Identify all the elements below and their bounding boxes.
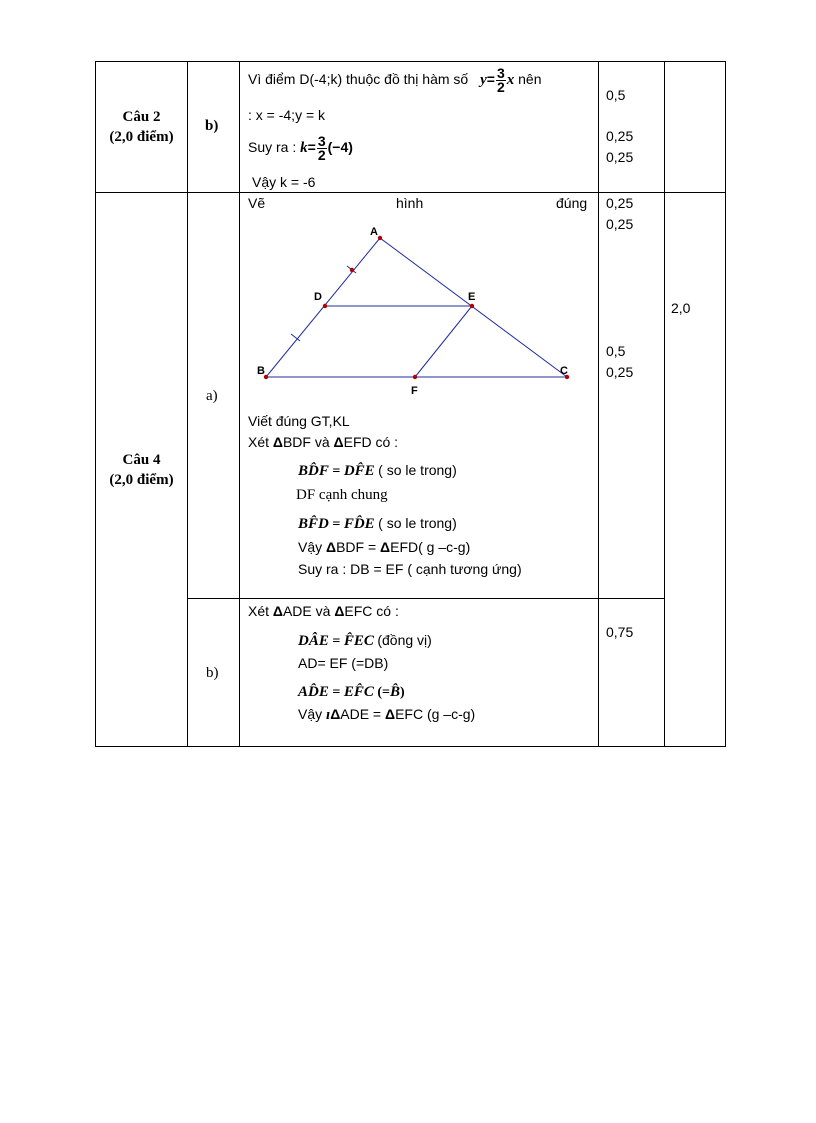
point-A	[378, 236, 382, 240]
segment-AB	[266, 238, 380, 377]
cau2-fraction-2	[317, 132, 327, 163]
cau2-label: Câu 2	[122, 109, 161, 125]
row-divider-1	[95, 192, 726, 193]
cau2-line3	[248, 132, 353, 163]
cau4a-and: và	[314, 434, 330, 450]
triangle-symbol-1: Δ	[272, 434, 283, 450]
cau4a-eq1-lhs: BD̂F	[298, 463, 329, 479]
cau2-y-var: y	[480, 72, 487, 88]
cau4b-eq2-rhs: EF̂C	[343, 684, 374, 700]
cau2-line3-pre: Suy ra :	[248, 139, 297, 155]
triangle-symbol-5: Δ	[272, 603, 283, 619]
cau2-line1-pre: Vì điểm D(-4;k) thuộc đồ thị hàm số	[248, 71, 469, 87]
cau2-eq-sign: =	[486, 71, 495, 87]
label-B: B	[257, 365, 265, 377]
cau4b-and: và	[315, 603, 331, 619]
cau4a-eq2-note: ( so le trong)	[378, 515, 457, 531]
cau4b-conclude-pre: Vậy	[298, 706, 323, 722]
cau4a-eq1-note: ( so le trong)	[378, 462, 457, 478]
cau4a-consider-line	[248, 434, 398, 450]
cau4a-eq2-lhs: BF̂D	[298, 516, 329, 532]
cau4a-conclude	[298, 539, 470, 555]
cau2-frac2-num: 3	[317, 132, 326, 149]
cau4b-eq2-B: B̂	[390, 684, 401, 700]
cau4a-common: DF cạnh chung	[296, 487, 388, 503]
point-E	[470, 304, 474, 308]
cau2-line4: Vậy k = -6	[252, 174, 316, 190]
label-D: D	[314, 291, 322, 303]
cau2-score-3: 0,25	[606, 149, 634, 165]
cau4a-tri2: EFD	[343, 434, 372, 450]
cau2-line1	[248, 64, 542, 95]
cau4a-result: Suy ra : DB = EF ( cạnh tương ứng)	[298, 561, 522, 577]
cau4a-consider-pre: Xét	[248, 434, 270, 450]
cau4-label-cell	[95, 450, 188, 490]
cau4-points: (2,0 điểm)	[109, 472, 174, 488]
cau4-part-b: b)	[206, 665, 219, 681]
label-A: A	[370, 226, 378, 238]
table-border-right	[725, 61, 726, 747]
cau4b-tri1: ADE	[282, 603, 312, 619]
cau2-frac-den: 2	[496, 78, 505, 95]
cau4a-score-2: 0,25	[606, 216, 634, 232]
cau2-label-cell	[95, 107, 188, 147]
table-border-top	[95, 61, 726, 62]
label-F: F	[411, 385, 418, 397]
cau2-score-2: 0,25	[606, 128, 634, 144]
cau2-fraction	[496, 64, 506, 95]
cau4-part-a: a)	[206, 388, 218, 404]
cau4b-consider-line	[248, 603, 399, 619]
cau2-part-b: b)	[205, 118, 219, 134]
cau4a-has: có :	[375, 434, 399, 450]
cau4b-eq2: AD̂E = EF̂C (=B̂)	[298, 684, 405, 700]
draw-word-1: Vẽ	[248, 195, 266, 211]
point-F	[413, 375, 417, 379]
cau2-k-var: k	[300, 140, 308, 156]
cau4b-eq2-lhs: AD̂E	[298, 684, 329, 700]
cau4a-conclude-tri1: BDF =	[336, 539, 377, 555]
cau2-points: (2,0 điểm)	[109, 129, 174, 145]
cau4b-tri2: EFC	[344, 603, 373, 619]
gtkl-line: Viết đúng GT,KL	[248, 413, 350, 429]
cau4b-consider-pre: Xét	[248, 603, 270, 619]
cau4b-conclude-tri1: ADE =	[340, 706, 382, 722]
cau4-total-score: 2,0	[671, 300, 691, 316]
table-border-left	[95, 61, 96, 747]
cau4a-score-3: 0,5	[606, 343, 626, 359]
cau4b-eq1-rhs: F̂EC	[343, 633, 374, 649]
segment-EF	[415, 306, 472, 377]
cau4b-has: có :	[376, 603, 399, 619]
column-divider-3	[598, 61, 599, 747]
column-divider-4	[664, 61, 665, 747]
table-border-bottom	[95, 746, 726, 747]
column-divider-1	[187, 61, 188, 747]
cau4b-conclude-mark: ı	[326, 707, 331, 723]
cau2-score-1: 0,5	[606, 87, 626, 103]
cau4b-eq2-close: )	[400, 685, 405, 700]
triangle-symbol-6: Δ	[334, 603, 345, 619]
cau2-frac2-den: 2	[317, 146, 326, 163]
cau4a-eq1: BD̂F = DF̂E ( so le trong)	[298, 462, 457, 479]
cau4a-tri1: BDF	[282, 434, 311, 450]
cau4b-eq2-eq: =	[382, 685, 390, 700]
row-divider-2	[187, 598, 665, 599]
cau4b-line2: AD= EF (=DB)	[298, 655, 389, 671]
triangle-symbol-3: Δ	[326, 539, 337, 555]
cau4a-eq1-rhs: DF̂E	[343, 463, 375, 479]
cau2-line2: : x = -4;y = k	[248, 107, 326, 123]
draw-word-2: hình	[396, 195, 424, 211]
triangle-symbol-8: Δ	[385, 706, 396, 722]
cau4b-eq1-lhs: DÂE	[298, 633, 329, 649]
triangle-symbol-4: Δ	[380, 539, 391, 555]
cau4b-score-1: 0,75	[606, 624, 634, 640]
point-mid-AD	[350, 268, 354, 272]
label-E: E	[468, 291, 476, 303]
cau2-x-var: x	[506, 72, 515, 88]
triangle-figure	[250, 222, 580, 400]
cau4a-score-1: 0,25	[606, 195, 634, 211]
cau4b-conclude	[298, 706, 475, 723]
cau4a-eq2-rhs: FD̂E	[343, 516, 375, 532]
cau2-eq-sign-2: =	[307, 139, 316, 155]
cau4b-eq1-note: (đồng vị)	[377, 632, 432, 648]
cau4a-conclude-tri2: EFD( g –c-g)	[390, 539, 471, 555]
cau4b-conclude-tri2: EFC (g –c-g)	[395, 706, 476, 722]
cau2-line1-post: nên	[518, 71, 542, 87]
triangle-symbol-2: Δ	[333, 434, 344, 450]
cau4a-conclude-pre: Vậy	[298, 539, 323, 555]
cau2-frac-num: 3	[496, 64, 505, 81]
cau4a-eq2: BF̂D = FD̂E ( so le trong)	[298, 515, 457, 532]
point-D	[323, 304, 327, 308]
triangle-symbol-7: Δ	[330, 706, 341, 722]
cau4b-eq1: DÂE = F̂EC (đồng vị)	[298, 632, 432, 649]
label-C: C	[560, 365, 568, 377]
cau2-line3-post: (−4)	[327, 139, 353, 155]
cau4a-score-4: 0,25	[606, 364, 634, 380]
cau4-label: Câu 4	[122, 452, 161, 468]
cau4b-eq2-open: (	[377, 685, 383, 700]
column-divider-2	[239, 61, 240, 747]
draw-word-3: đúng	[556, 195, 588, 211]
